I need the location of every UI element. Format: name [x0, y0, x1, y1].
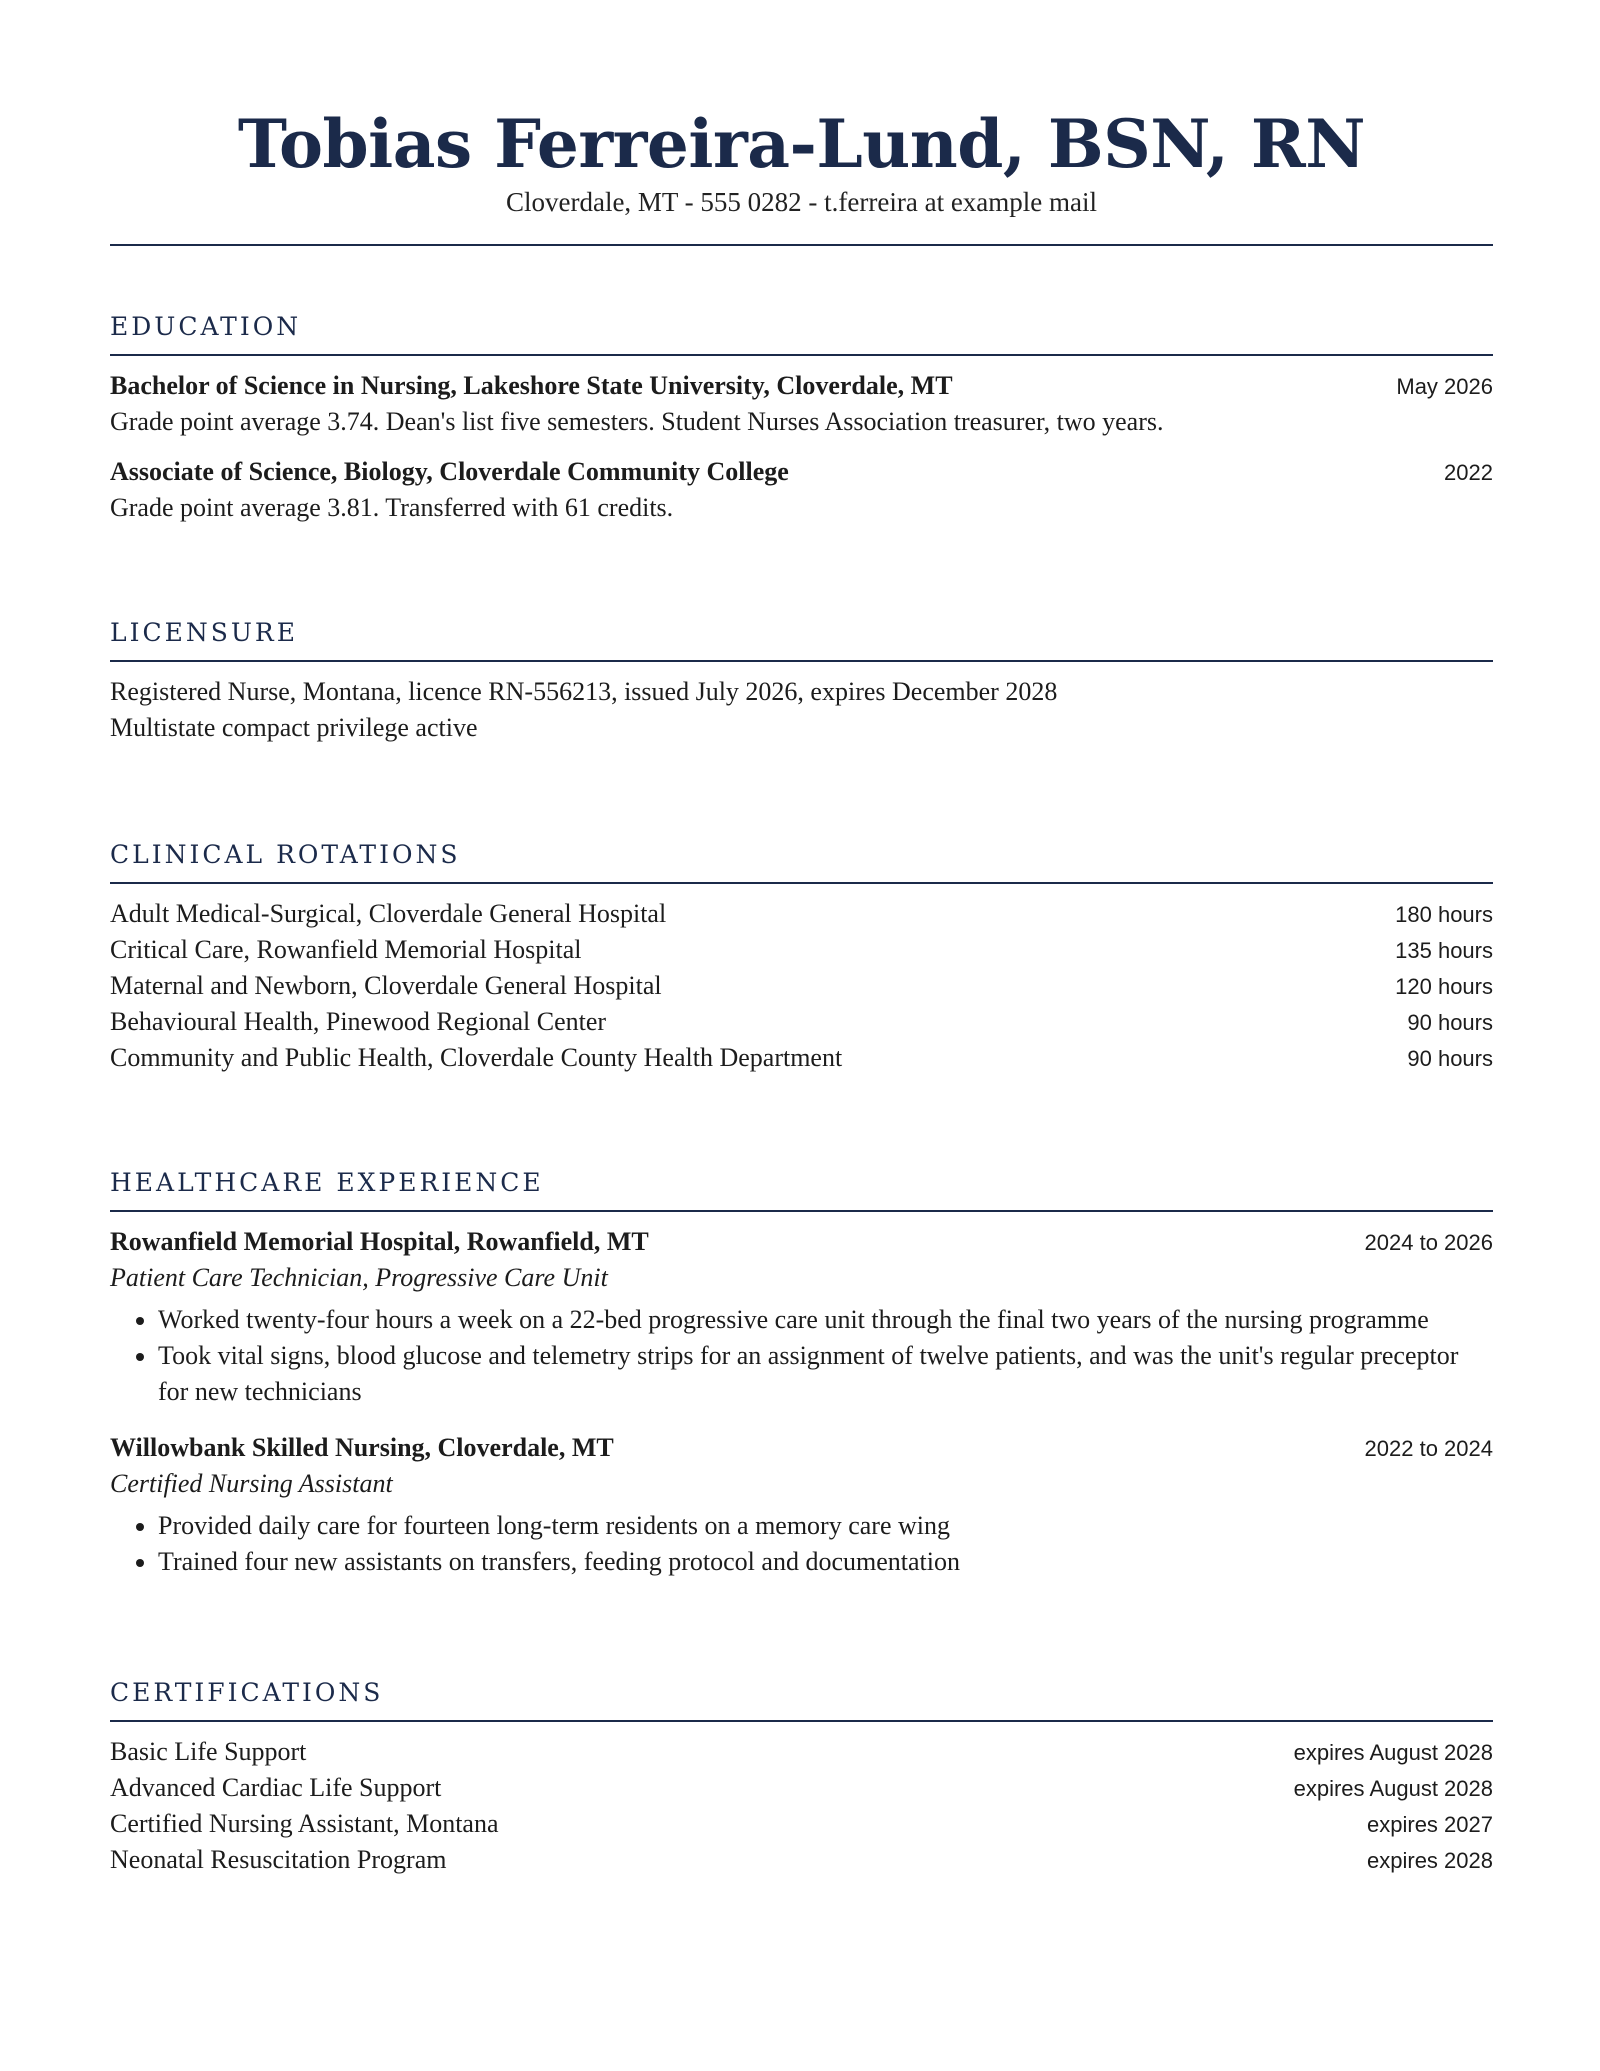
- job-dates: 2022 to 2024: [1364, 1436, 1493, 1461]
- degree-detail: Grade point average 3.74. Dean's list five semesters. Student Nurses Association treasurer, two years.: [110, 407, 1164, 436]
- rotation-hours: 120 hours: [1395, 974, 1493, 999]
- education-entry: [110, 368, 1493, 440]
- licensure-line: Registered Nurse, Montana, licence RN-556213, issued July 2026, expires December 2028: [110, 677, 1058, 706]
- rotation-item: [110, 896, 1493, 932]
- candidate-name: Tobias Ferreira-Lund, BSN, RN: [237, 105, 1366, 183]
- rotation-name: Community and Public Health, Cloverdale County Health Department: [110, 1043, 843, 1072]
- certification-item: [110, 1734, 1493, 1770]
- certification-name: Neonatal Resuscitation Program: [110, 1845, 447, 1874]
- section-divider: [110, 354, 1493, 356]
- certification-expiry: expires 2028: [1367, 1848, 1493, 1873]
- certification-item: [110, 1806, 1493, 1842]
- resume-page: [110, 0, 1493, 1878]
- degree-heading: Bachelor of Science in Nursing, Lakeshore State University, Cloverdale, MT: [110, 371, 953, 400]
- job-entry: [110, 1224, 1493, 1410]
- section-title-education: EDUCATION: [110, 312, 302, 341]
- certification-name: Certified Nursing Assistant, Montana: [110, 1809, 499, 1838]
- certification-expiry: expires August 2028: [1293, 1776, 1493, 1801]
- licensure-line: Multistate compact privilege active: [110, 713, 478, 742]
- job-entry: [110, 1430, 1493, 1580]
- certification-name: Basic Life Support: [110, 1737, 307, 1766]
- job-role: Patient Care Technician, Progressive Care Unit: [110, 1263, 608, 1292]
- degree-date: May 2026: [1396, 374, 1493, 399]
- section-title-certifications: CERTIFICATIONS: [110, 1678, 384, 1707]
- rotation-item: [110, 968, 1493, 1004]
- section-divider: [110, 1210, 1493, 1212]
- certification-name: Advanced Cardiac Life Support: [110, 1773, 442, 1802]
- rotation-name: Maternal and Newborn, Cloverdale General Hospital: [110, 971, 662, 1000]
- rotation-name: Adult Medical-Surgical, Cloverdale General Hospital: [110, 899, 667, 928]
- degree-detail: Grade point average 3.81. Transferred with 61 credits.: [110, 493, 674, 522]
- rotation-name: Behavioural Health, Pinewood Regional Center: [110, 1007, 607, 1036]
- education-section: [110, 310, 1493, 526]
- rotation-item: [110, 1004, 1493, 1040]
- rotation-hours: 90 hours: [1407, 1046, 1493, 1071]
- degree-heading: Associate of Science, Biology, Cloverdale Community College: [110, 457, 789, 486]
- certification-expiry: expires August 2028: [1293, 1740, 1493, 1765]
- contact-line: Cloverdale, MT - 555 0282 - t.ferreira at example mail: [505, 187, 1098, 217]
- job-dates: 2024 to 2026: [1364, 1230, 1493, 1255]
- job-bullets: [110, 1302, 1493, 1410]
- experience-section: [110, 1166, 1493, 1580]
- rotation-hours: 90 hours: [1407, 1010, 1493, 1035]
- header-divider: [110, 244, 1493, 246]
- job-bullets: [110, 1508, 1493, 1580]
- licensure-section: [110, 616, 1493, 746]
- section-divider: [110, 1720, 1493, 1722]
- certification-expiry: expires 2027: [1367, 1812, 1493, 1837]
- rotation-item: [110, 932, 1493, 968]
- degree-date: 2022: [1444, 460, 1493, 485]
- education-entry: [110, 454, 1493, 526]
- section-divider: [110, 882, 1493, 884]
- section-title-experience: HEALTHCARE EXPERIENCE: [110, 1168, 544, 1197]
- section-title-rotations: CLINICAL ROTATIONS: [110, 840, 461, 869]
- rotation-name: Critical Care, Rowanfield Memorial Hospital: [110, 935, 582, 964]
- rotations-section: [110, 838, 1493, 1076]
- employer-name: Rowanfield Memorial Hospital, Rowanfield, MT: [110, 1227, 649, 1256]
- rotation-hours: 135 hours: [1395, 938, 1493, 963]
- certification-item: [110, 1842, 1493, 1878]
- rotation-item: [110, 1040, 1493, 1076]
- section-title-licensure: LICENSURE: [110, 618, 298, 647]
- rotation-hours: 180 hours: [1395, 902, 1493, 927]
- section-divider: [110, 660, 1493, 662]
- certifications-section: [110, 1676, 1493, 1878]
- resume-header: [110, 0, 1493, 246]
- job-bullet: • Provided daily care for fourteen long-term residents on a memory care wing: [158, 1508, 1493, 1544]
- employer-name: Willowbank Skilled Nursing, Cloverdale, MT: [110, 1433, 614, 1462]
- job-bullet: • Trained four new assistants on transfers, feeding protocol and documentation: [158, 1544, 1493, 1580]
- job-bullet: • Worked twenty-four hours a week on a 22-bed progressive care unit through the final two years of the nursing programme: [158, 1302, 1493, 1338]
- job-bullet: • Took vital signs, blood glucose and telemetry strips for an assignment of twelve patients, and was the unit's regular preceptor for new technicians: [158, 1338, 1493, 1410]
- certification-item: [110, 1770, 1493, 1806]
- job-role: Certified Nursing Assistant: [110, 1469, 393, 1498]
